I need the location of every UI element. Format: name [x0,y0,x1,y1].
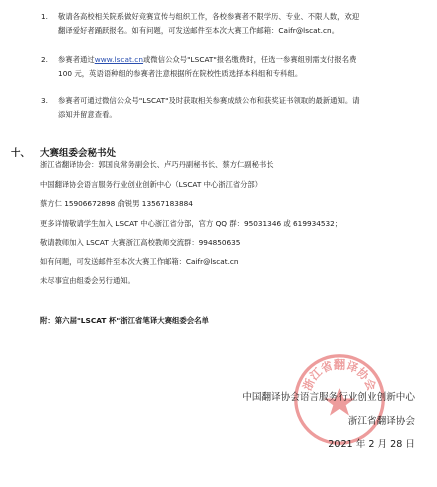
website-link[interactable]: www.lscat.cn [94,55,144,64]
appendix-note: 附：第六届"LSCAT 杯"浙江省笔译大赛组委会名单 [40,316,209,325]
list-item-3 [58,94,430,122]
closing-line: 未尽事宜由组委会另行通知。 [40,276,135,285]
contact-phone-line: 蔡方仁 15906672898 俞锐男 13567183884 [40,199,193,208]
contact-line: 中国翻译协会语言服务行业创业创新中心（LSCAT 中心浙江省分部） [40,180,263,189]
item-text-line [58,53,430,67]
qq-group-line: 更多详情敬请学生加入 LSCAT 中心浙江省分部，官方 QQ 群：95031346 或 619934532； [40,219,343,228]
item-text-line: 参赛者可通过微信公众号"LSCAT"及时获取相关参赛成绩公布和获奖证书领取的最新通知。请 [58,96,360,105]
seal-text: 浙江省翻译协会 [300,357,379,393]
item-text-line: 添知并留意查看。 [58,110,117,119]
item-text: 或微信公众号"LSCAT"报名缴费时，任选一参赛组别需支付报名费 [143,55,357,64]
item-text-line: 100 元，英语语种组的参赛者注意根据所在院校性质选择本科组和专科组。 [58,69,303,78]
list-item-1 [58,10,430,38]
list-item-2 [58,53,430,81]
contact-line: 浙江省翻译协会：郭国良常务副会长、卢巧丹副秘书长、蔡方仁副秘书长 [40,160,274,169]
teacher-group-line: 敬请教师加入 LSCAT 大赛浙江高校教师交流群：994850635 [40,238,241,247]
signature-date: 2021 年 2 月 28 日 [328,439,415,450]
item-text-line: 翻译爱好者踊跃报名。如有问题，可发送邮件至本次大赛工作邮箱：Caifr@lscat.cn。 [58,26,340,35]
item-text-line: 敬请各高校相关院系做好竞赛宣传与组织工作，各校参赛者不限学历、专业、不限人数，欢迎 [58,12,360,21]
section-number: 十、 [11,148,31,159]
item-text: 参赛者通过 [58,55,95,64]
section-title: 大赛组委会秘书处 [40,148,117,159]
item-number: 2. [41,55,48,64]
signature-org-2: 浙江省翻译协会 [347,416,415,427]
email-line: 如有问题，可发送邮件至本次大赛工作邮箱：Caifr@lscat.cn [40,257,239,266]
item-number: 3. [41,96,48,105]
signature-org-1: 中国翻译协会语言服务行业创业创新中心 [242,392,415,403]
item-number: 1. [41,12,48,21]
svg-text:浙江省翻译协会 [300,357,379,393]
